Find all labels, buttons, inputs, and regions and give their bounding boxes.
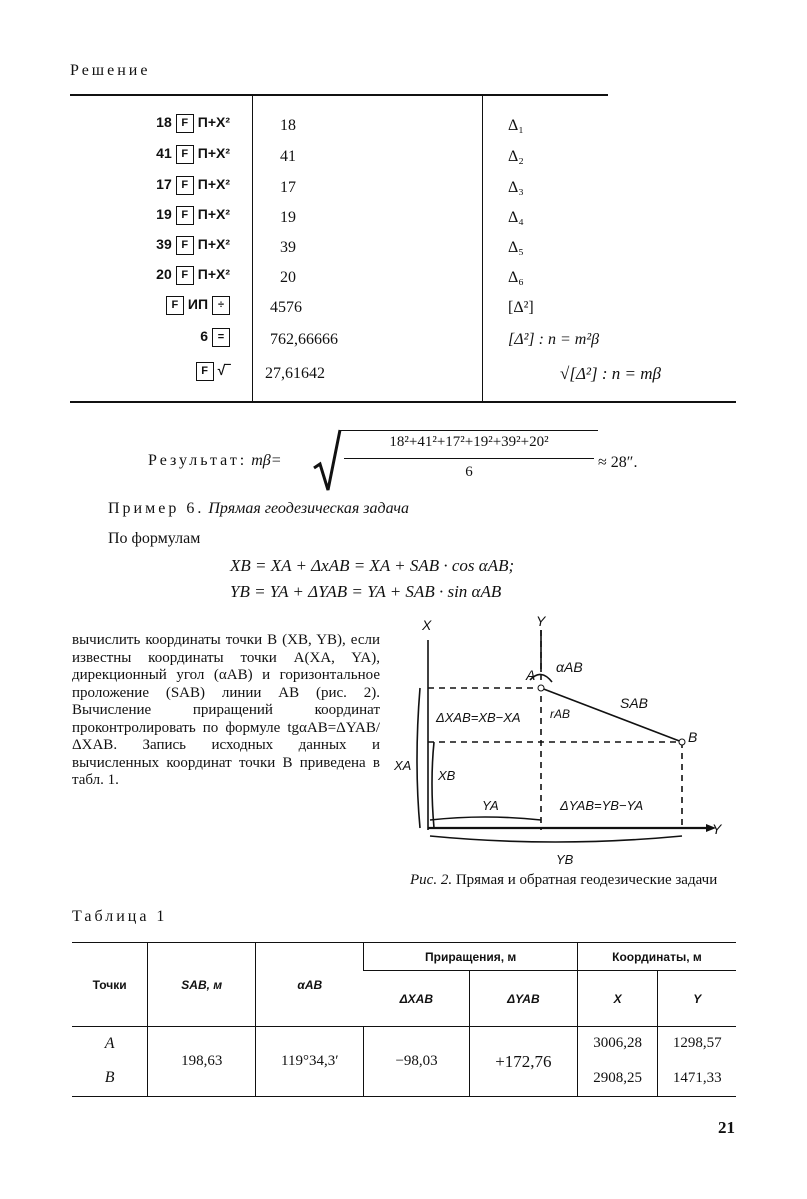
display-value: 20 [280, 269, 296, 286]
cmd: П+Х² [197, 176, 230, 193]
label-dx: ΔXAB=XB−XA [436, 710, 521, 725]
header-increments: Приращения, м [364, 943, 578, 971]
display-value: 17 [280, 179, 296, 196]
label-s: SAB [620, 695, 649, 711]
program-bottom-rule [70, 401, 736, 403]
program-row [90, 236, 690, 262]
header-x: X [577, 971, 657, 1027]
display-value: 41 [280, 148, 296, 165]
label-xa: XA [394, 758, 412, 773]
display-value: 762,66666 [270, 331, 338, 348]
f-key: F [166, 296, 184, 315]
section-title: Решение [70, 62, 151, 79]
f-key: F [176, 236, 194, 255]
example-title: Прямая геодезическая задача [208, 500, 410, 517]
radical-sign-icon [312, 428, 342, 494]
example-label: Пример 6. [108, 500, 205, 517]
label-yb: YB [556, 852, 574, 867]
cmd: П+Х² [197, 114, 230, 131]
figure-caption [410, 872, 730, 889]
radical-bar [340, 430, 598, 431]
cell-dx: −98,03 [364, 1027, 469, 1097]
header-alpha: αAB [256, 943, 364, 1027]
cmd: П+Х² [197, 236, 230, 253]
result-label: Результат: [148, 452, 248, 469]
point-a [538, 685, 544, 691]
f-key: F [176, 114, 194, 133]
header-dx: ΔXAB [399, 991, 434, 1006]
f-key: F [176, 176, 194, 195]
header-points: Точки [92, 977, 127, 992]
yb-brace [430, 836, 682, 842]
display-value: 4576 [270, 299, 302, 316]
program-row [90, 362, 690, 388]
fraction-bar [344, 458, 594, 459]
label-b: B [688, 729, 698, 745]
label-xb: XB [438, 768, 456, 783]
program-row [90, 145, 690, 171]
sqrt-cmd: √‾ [217, 362, 230, 379]
cell-xb: 2908,25 [577, 1061, 657, 1097]
label-r: rAB [550, 707, 571, 721]
example-heading [108, 500, 409, 518]
label-y: Y [536, 613, 546, 629]
result-denominator: 6 [465, 464, 473, 480]
example-intro: По формулам [108, 530, 201, 547]
arg: 18 [156, 114, 172, 131]
cmd: П+Х² [197, 266, 230, 283]
display-value: 19 [280, 209, 296, 226]
result-numerator: 18²+41²+17²+19²+39²+20² [389, 434, 549, 450]
xb-brace [432, 742, 434, 828]
note: Δ₄ [508, 209, 524, 226]
result-lhs: mβ= [251, 452, 282, 469]
cmd: П+Х² [197, 206, 230, 223]
label-ya: YA [482, 798, 499, 813]
program-row [90, 206, 690, 232]
result-rhs: ≈ 28″. [598, 454, 638, 471]
top-rule [70, 94, 608, 96]
example-paragraph: вычислить координаты точки B (XB, YB), если известны координаты точки A(XA, YA), дирекционный угол (αAB) и горизонтальное проложение (SAB) линии AB (рис. 2). Вычисление приращений координат проконтролировать по формуле tgαAB=ΔYAB/ΔXAB. Запись исходных данных и вычисленных координат точки B приведена в табл. 1. [72, 632, 380, 788]
note: √[Δ²] : n = mβ [560, 364, 662, 383]
figure-2-diagram [390, 612, 730, 872]
cell-xa: 3006,28 [577, 1027, 657, 1061]
arg: 39 [156, 236, 172, 253]
label-x: X [422, 617, 432, 633]
cmd: П+Х² [197, 145, 230, 162]
program-row [90, 266, 690, 292]
arg: 17 [156, 176, 172, 193]
program-row [90, 296, 690, 322]
arg: 41 [156, 145, 172, 162]
cell-ya: 1298,57 [658, 1027, 736, 1061]
display-value: 18 [280, 117, 296, 134]
caption-label: Рис. 2. [410, 872, 453, 888]
label-dy: ΔYAB=YB−YA [560, 798, 644, 813]
program-row [90, 114, 690, 140]
ya-brace [430, 817, 541, 820]
cell-s: 198,63 [148, 1027, 256, 1097]
divide-key: ÷ [212, 296, 230, 315]
f-key: F [176, 206, 194, 225]
cell-alpha: 119°34,3′ [256, 1027, 364, 1097]
display-value: 27,61642 [265, 365, 325, 382]
note: Δ₃ [508, 179, 524, 196]
result-line [148, 452, 282, 470]
arg: 19 [156, 206, 172, 223]
program-row [90, 328, 690, 354]
equals-key: = [212, 328, 230, 347]
program-row [90, 176, 690, 202]
note: Δ₂ [508, 148, 524, 165]
note: [Δ²] [508, 299, 534, 316]
cell-point-b: B [104, 1069, 115, 1087]
page-number: 21 [718, 1118, 735, 1137]
cell-dy: +172,76 [469, 1027, 577, 1097]
f-key: F [176, 145, 194, 164]
header-dy: ΔYAB [469, 971, 577, 1027]
formula-yb: YB = YA + ΔYAB = YA + SAB · sin αAB [230, 582, 502, 601]
header-s: SAB, м [148, 943, 256, 1027]
cell-point-a: A [104, 1034, 115, 1052]
header-coords: Координаты, м [577, 943, 736, 971]
f-key: F [196, 362, 214, 381]
header-y: Y [658, 971, 736, 1027]
note: Δ₅ [508, 239, 524, 256]
arg: 6 [200, 328, 208, 345]
display-value: 39 [280, 239, 296, 256]
f-key: F [176, 266, 194, 285]
label-alpha: αAB [556, 659, 583, 675]
cmd: ИП [187, 296, 208, 313]
note: Δ₆ [508, 269, 524, 286]
formula-xb: XB = XA + ΔxAB = XA + SAB · cos αAB; [230, 556, 515, 575]
coordinates-table [72, 942, 736, 1097]
table-label: Таблица 1 [72, 908, 168, 925]
cell-yb: 1471,33 [658, 1061, 736, 1097]
xa-brace [417, 688, 420, 828]
note: [Δ²] : n = m²β [508, 331, 600, 348]
label-y-axis: Y [712, 821, 722, 837]
label-a: A [526, 667, 536, 683]
note: Δ₁ [508, 117, 524, 134]
point-b [679, 739, 685, 745]
arg: 20 [156, 266, 172, 283]
caption-text: Прямая и обратная геодезические задачи [455, 872, 718, 888]
